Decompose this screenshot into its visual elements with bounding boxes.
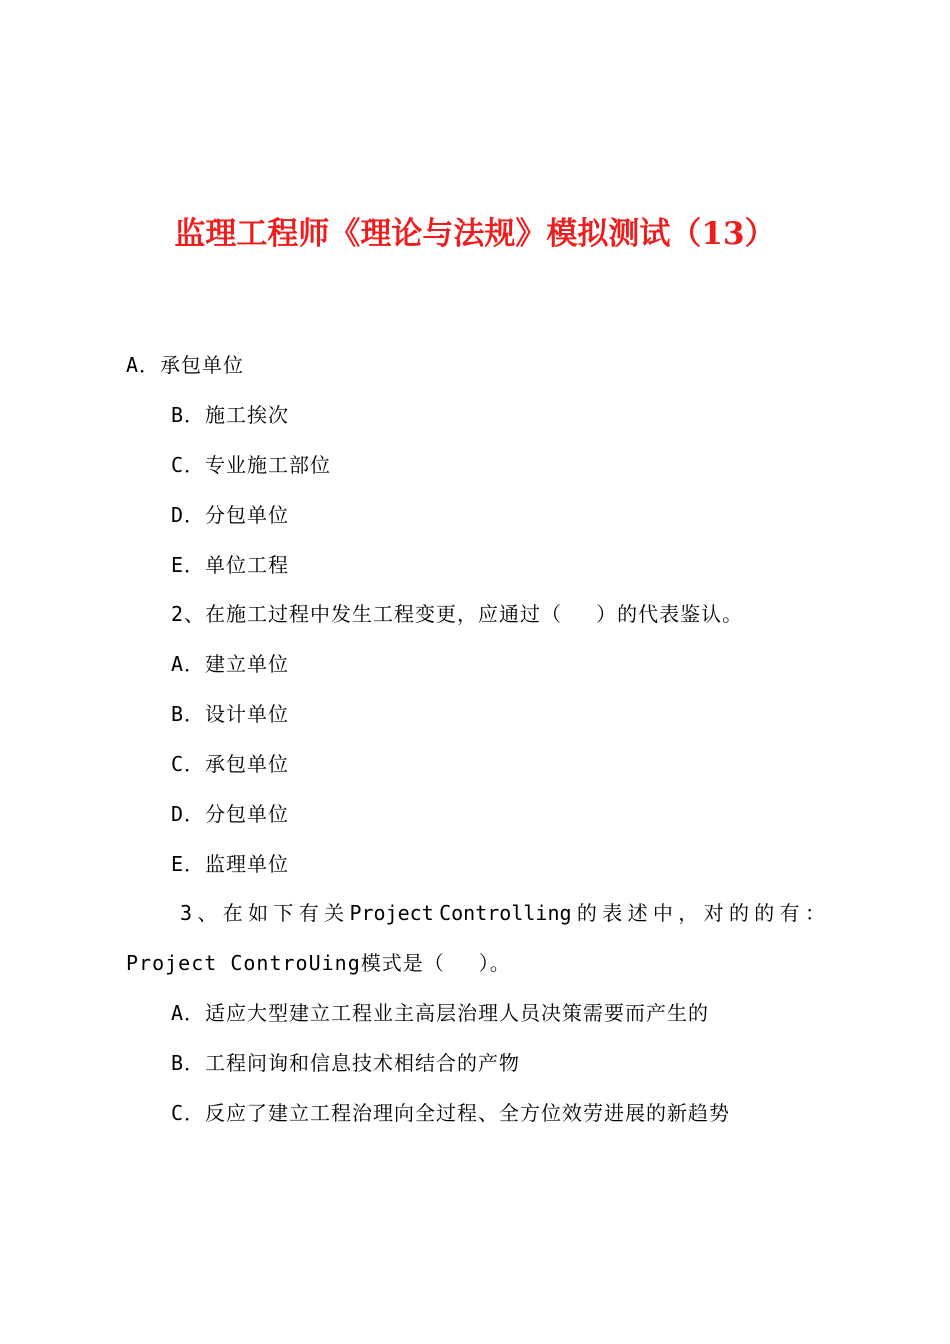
- q3-token: Project: [349, 901, 434, 925]
- q3-token: Controlling: [439, 901, 572, 925]
- q1-option-a: A．承包单位: [126, 353, 245, 377]
- q1-option-c: C．专业施工部位: [171, 453, 332, 477]
- document-title: 监理工程师《理论与法规》模拟测试（13）: [174, 216, 776, 252]
- q3-token: 对: [703, 901, 724, 925]
- q3-token: 中: [652, 901, 673, 925]
- q3-token: ，: [678, 901, 699, 925]
- q2-option-a: A．建立单位: [171, 652, 290, 676]
- q3-token: ：: [804, 901, 825, 925]
- q3-stem-line-2: Project ControUing模式是（ ）。: [126, 951, 511, 975]
- q3-token: 表: [602, 901, 623, 925]
- q1-option-b: B．施工挨次: [171, 403, 290, 427]
- q3-token: 的: [754, 901, 775, 925]
- q3-stem-line-1: [180, 898, 825, 928]
- q3-token: 述: [627, 901, 648, 925]
- q2-option-c: C．承包单位: [171, 752, 290, 776]
- q3-token: 的: [576, 901, 597, 925]
- q3-token: 关: [324, 901, 345, 925]
- q3-option-c: C．反应了建立工程治理向全过程、全方位效劳进展的新趋势: [171, 1101, 731, 1125]
- q2-option-b: B．设计单位: [171, 702, 290, 726]
- q3-token: 如: [248, 901, 269, 925]
- q3-token: 3: [180, 901, 193, 925]
- q2-option-d: D．分包单位: [171, 802, 290, 826]
- q3-token: 的: [728, 901, 749, 925]
- q3-token: 有: [298, 901, 319, 925]
- q3-token: 下: [273, 901, 294, 925]
- q3-token: 、: [197, 901, 218, 925]
- q2-option-e: E．监理单位: [171, 852, 290, 876]
- q2-stem: 2、在施工过程中发生工程变更，应通过（ ）的代表鉴认。: [171, 602, 744, 626]
- q3-option-b: B．工程问询和信息技术相结合的产物: [171, 1051, 521, 1075]
- q3-option-a: A．适应大型建立工程业主高层治理人员决策需要而产生的: [171, 1001, 710, 1025]
- q1-option-e: E．单位工程: [171, 553, 290, 577]
- q3-token: 在: [222, 901, 243, 925]
- q1-option-d: D．分包单位: [171, 503, 290, 527]
- q3-token: 有: [779, 901, 800, 925]
